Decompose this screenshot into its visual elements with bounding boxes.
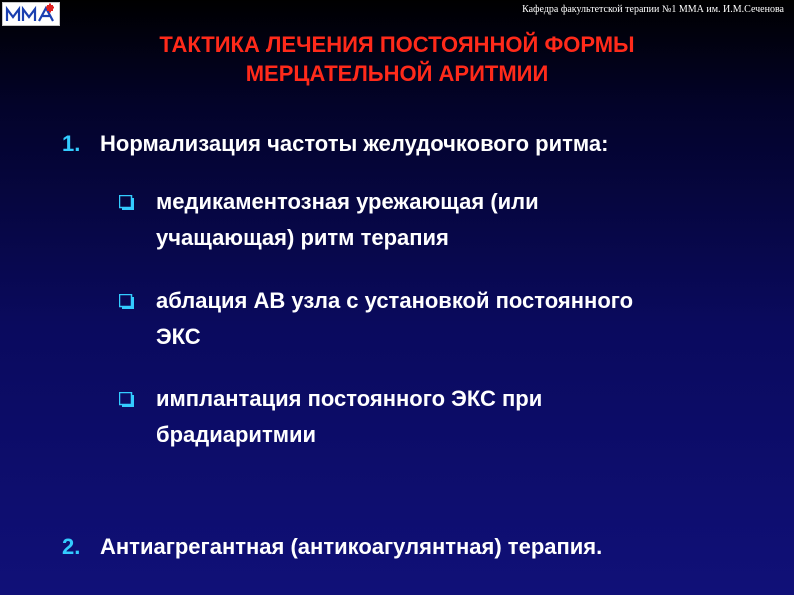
list-item-number: 1.	[62, 131, 81, 156]
slide-title-line-1: ТАКТИКА ЛЕЧЕНИЯ ПОСТОЯННОЙ ФОРМЫ	[159, 32, 635, 57]
list-item-text: Нормализация частоты желудочкового ритма:	[100, 131, 609, 156]
slide-title	[0, 30, 794, 88]
sub-list-item-text	[156, 184, 766, 256]
sub-list-item-line-2: учащающая) ритм терапия	[156, 225, 449, 250]
sub-list-item-line-2: ЭКС	[156, 324, 201, 349]
sub-list-item-line-1: медикаментозная урежающая (или	[156, 189, 539, 214]
checkbox-square-icon	[119, 392, 134, 407]
checkbox-square-icon	[119, 294, 134, 309]
sub-list-item-line-2: брадиаритмии	[156, 422, 317, 447]
list-item-text: Антиагрегантная (антикоагулянтная) терапия.	[100, 534, 603, 559]
mma-logo-icon	[2, 2, 60, 26]
sub-list-item-line-1: аблация АВ узла с установкой постоянного	[156, 288, 634, 313]
sub-list-item-text	[156, 283, 766, 355]
sub-list-item-text	[156, 381, 766, 453]
checkbox-square-icon	[119, 195, 134, 210]
list-item-number: 2.	[62, 534, 81, 559]
slide-title-line-2: МЕРЦАТЕЛЬНОЙ АРИТМИИ	[245, 61, 549, 86]
sub-list-item-line-1: имплантация постоянного ЭКС при	[156, 386, 543, 411]
department-caption: Кафедра факультетской терапии №1 ММА им. И.М.Сеченова	[522, 4, 784, 15]
